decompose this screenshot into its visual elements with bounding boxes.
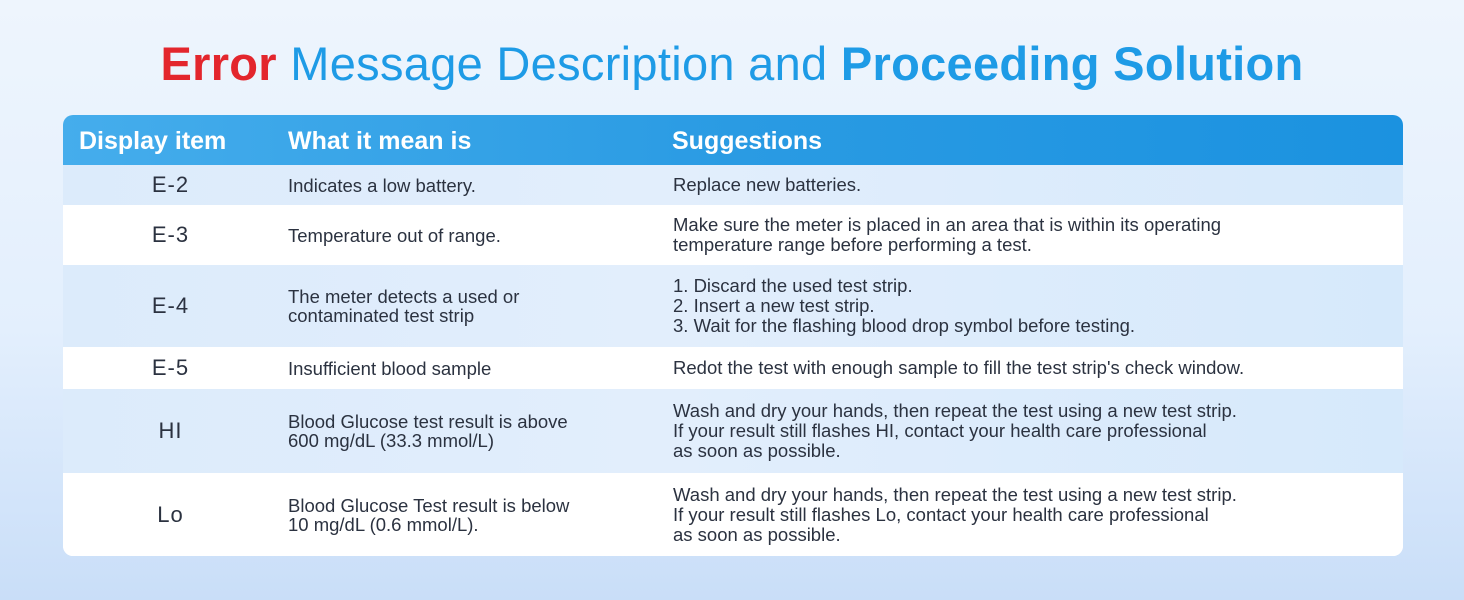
table-header bbox=[63, 115, 1403, 165]
error-table bbox=[63, 115, 1403, 556]
cell-code: E-3 bbox=[151, 222, 190, 247]
cell-meaning bbox=[288, 205, 658, 265]
cell-meaning bbox=[288, 389, 658, 473]
meaning-line: Indicates a low battery. bbox=[288, 174, 476, 196]
table-row-lo bbox=[63, 473, 1403, 556]
cell-code: E-5 bbox=[151, 355, 190, 380]
header-meaning: What it mean is bbox=[288, 127, 472, 155]
meaning-line: Blood Glucose Test result is below bbox=[288, 494, 570, 516]
table-row-e2 bbox=[63, 165, 1403, 205]
title-middle: Message Description and bbox=[276, 37, 841, 90]
cell-meaning bbox=[288, 265, 658, 347]
cell-code: HI bbox=[158, 418, 183, 443]
page-title bbox=[0, 34, 1464, 94]
cell-suggestion bbox=[673, 205, 1393, 265]
cell-suggestion bbox=[673, 265, 1393, 347]
cell-meaning bbox=[288, 165, 658, 205]
suggestion-line: as soon as possible. bbox=[673, 440, 841, 461]
cell-code: E-2 bbox=[151, 172, 190, 197]
suggestion-line: Wash and dry your hands, then repeat the test using a new test strip. bbox=[673, 483, 1237, 505]
suggestion-line: Redot the test with enough sample to fill the test strip's check window. bbox=[673, 357, 1245, 378]
suggestion-line: temperature range before performing a test. bbox=[673, 234, 1032, 255]
table-row-e3 bbox=[63, 205, 1403, 265]
suggestion-line: If your result still flashes HI, contact your health care professional bbox=[673, 420, 1207, 441]
meaning-line: Temperature out of range. bbox=[288, 224, 501, 246]
meaning-line: Insufficient blood sample bbox=[288, 357, 492, 379]
suggestion-line: If your result still flashes Lo, contact your health care professional bbox=[673, 503, 1209, 525]
suggestion-line: 1. Discard the used test strip. bbox=[673, 275, 913, 296]
cell-code: Lo bbox=[157, 501, 184, 527]
suggestion-line: Replace new batteries. bbox=[673, 174, 862, 195]
cell-meaning bbox=[288, 473, 658, 556]
table-row-e4 bbox=[63, 265, 1403, 347]
suggestion-line: 2. Insert a new test strip. bbox=[673, 295, 875, 316]
table-row-hi bbox=[63, 389, 1403, 473]
suggestion-line: Make sure the meter is placed in an area that is within its operating bbox=[673, 214, 1222, 235]
cell-meaning bbox=[288, 347, 658, 389]
cell-suggestion bbox=[673, 347, 1393, 389]
suggestion-line: as soon as possible. bbox=[673, 523, 841, 545]
meaning-line: Blood Glucose test result is above bbox=[288, 411, 568, 432]
cell-suggestion bbox=[673, 473, 1393, 556]
meaning-line: contaminated test strip bbox=[288, 305, 475, 326]
table-row-e5 bbox=[63, 347, 1403, 389]
cell-suggestion bbox=[673, 165, 1393, 205]
suggestion-line: 3. Wait for the flashing blood drop symbol before testing. bbox=[673, 315, 1136, 336]
meaning-line: 600 mg/dL (33.3 mmol/L) bbox=[288, 430, 494, 451]
title-error-word: Error bbox=[160, 37, 277, 90]
meaning-line: 10 mg/dL (0.6 mmol/L). bbox=[288, 513, 479, 535]
meaning-line: The meter detects a used or bbox=[288, 286, 520, 307]
header-display-item: Display item bbox=[79, 127, 227, 155]
title-solution-words: Proceeding Solution bbox=[840, 37, 1304, 90]
header-suggestions: Suggestions bbox=[672, 127, 823, 155]
cell-code: E-4 bbox=[151, 293, 190, 318]
cell-suggestion bbox=[673, 389, 1393, 473]
suggestion-line: Wash and dry your hands, then repeat the test using a new test strip. bbox=[673, 400, 1237, 421]
